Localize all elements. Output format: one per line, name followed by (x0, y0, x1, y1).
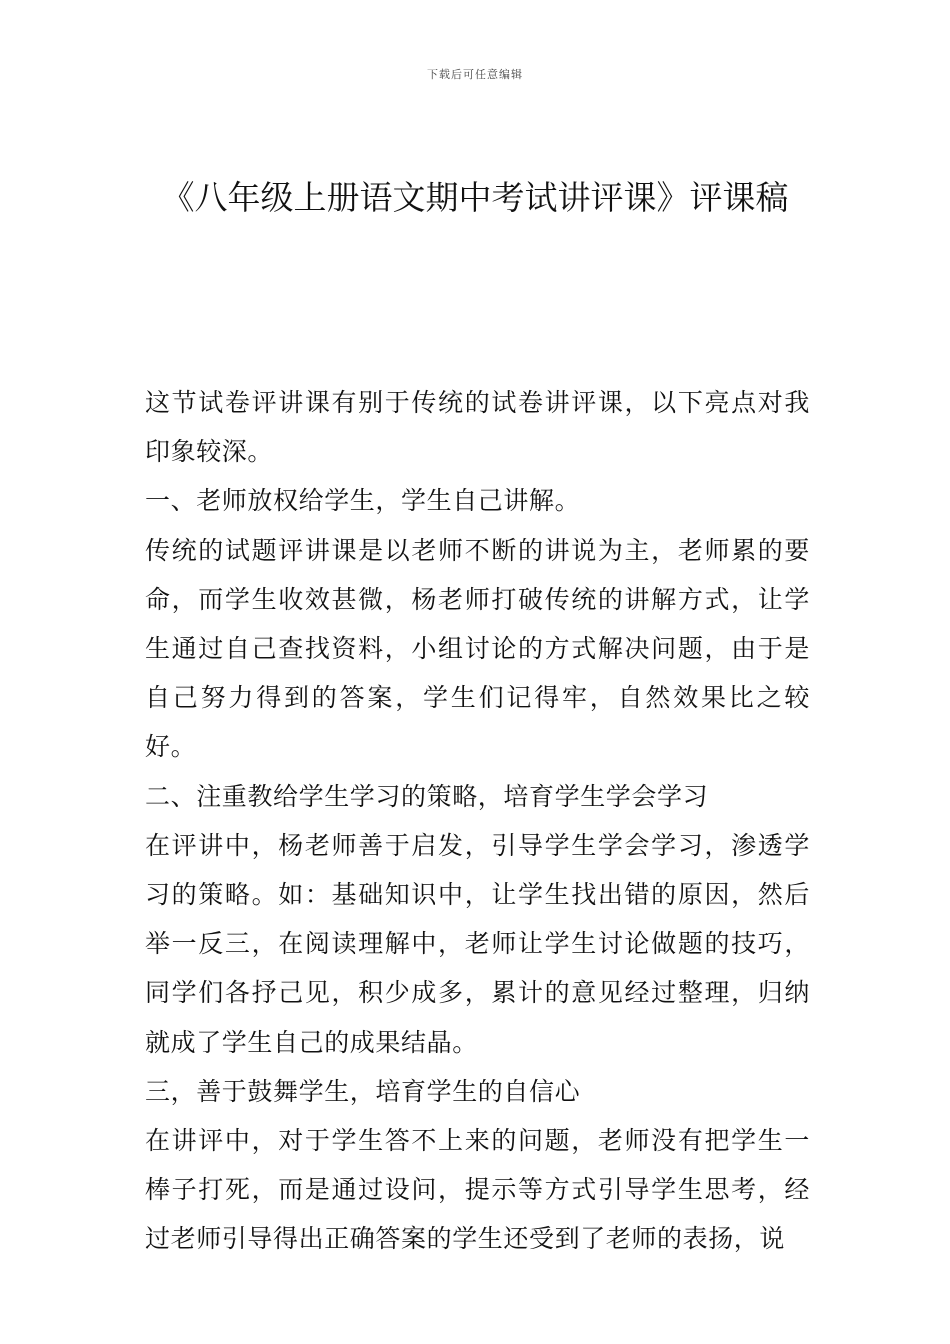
paragraph-point-1: 传统的试题评讲课是以老师不断的讲说为主，老师累的要命，而学生收效甚微，杨老师打破传统的讲解方式，让学生通过自己查找资料，小组讨论的方式解决问题，由于是自己努力得到的答案，学生们记得牢，自然效果比之较好。 (145, 535, 810, 762)
heading-point-3: 三，善于鼓舞学生，培育学生的自信心 (145, 1076, 581, 1106)
header-note: 下载后可任意编辑 (427, 68, 523, 81)
paragraph-point-2: 在评讲中，杨老师善于启发，引导学生学会学习，渗透学习的策略。如：基础知识中，让学生找出错的原因，然后举一反三，在阅读理解中，老师让学生讨论做题的技巧，同学们各抒己见，积少成多，累计的意见经过整理，归纳就成了学生自己的成果结晶。 (145, 830, 810, 1057)
heading-point-1: 一、老师放权给学生，学生自己讲解。 (145, 486, 581, 516)
document-title: 《八年级上册语文期中考试讲评课》评课稿 (161, 178, 789, 217)
heading-point-2: 二、注重教给学生学习的策略，培育学生学会学习 (145, 781, 709, 811)
paragraph-point-3: 在讲评中，对于学生答不上来的问题，老师没有把学生一棒子打死，而是通过设问，提示等方式引导学生思考，经过老师引导得出正确答案的学生还受到了老师的表扬，说 (145, 1126, 810, 1254)
document-body (145, 378, 810, 1264)
paragraph-intro: 这节试卷评讲课有别于传统的试卷讲评课，以下亮点对我印象较深。 (145, 388, 810, 467)
